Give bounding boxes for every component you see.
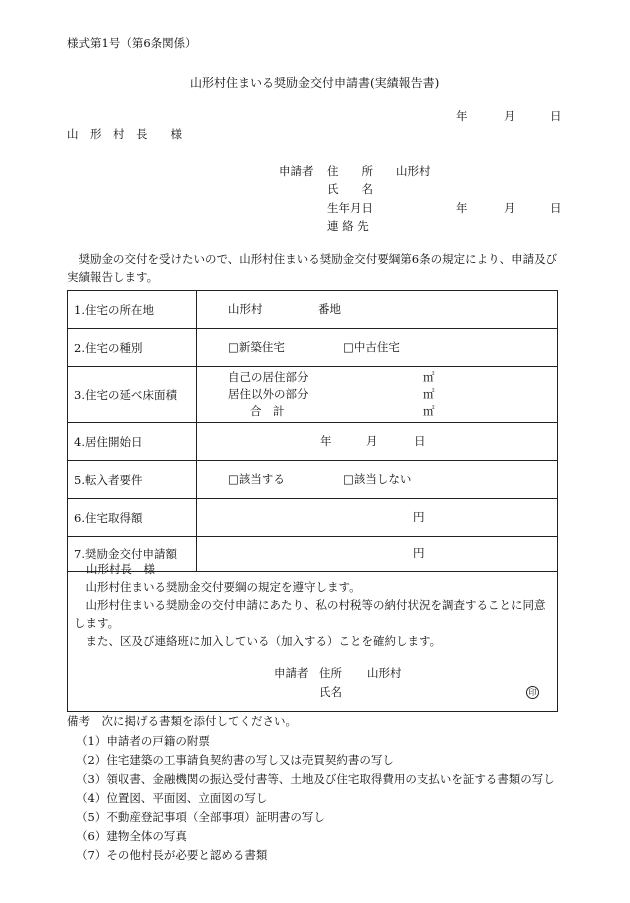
- floor-area-own: 自己の居住部分: [228, 370, 309, 384]
- location-village: 山形村: [228, 302, 263, 316]
- row-label: 1.住宅の所在地: [68, 291, 197, 328]
- table-row: [68, 423, 557, 461]
- list-item: （3）領収書、金融機関の振込受付書等、土地及び住宅取得費用の支払いを証する書類の写し: [76, 772, 555, 786]
- consent-address-label: 住所: [319, 666, 342, 680]
- checkbox-used-house[interactable]: □中古住宅: [343, 340, 400, 354]
- floor-area-other: 居住以外の部分: [228, 387, 309, 401]
- list-item: （4）位置図、平面図、立面図の写し: [76, 791, 268, 805]
- list-item: （2）住宅建築の工事請負契約書の写し又は売買契約書の写し: [76, 753, 394, 767]
- list-item: （6）建物全体の写真: [76, 829, 187, 843]
- consent-box: [67, 548, 558, 712]
- checkbox-new-house[interactable]: □新築住宅: [228, 340, 285, 354]
- form-title: 山形村住まいる奨励金交付申請書(実績報告書): [190, 76, 440, 90]
- application-table: [67, 290, 558, 572]
- table-row: [68, 367, 557, 423]
- seal-icon: 印: [526, 686, 539, 699]
- birth-day: 日: [550, 201, 562, 215]
- contact-label: 連 絡 先: [327, 219, 369, 233]
- form-number: 様式第1号（第6条関係）: [67, 36, 197, 50]
- row-label: 5.転入者要件: [68, 461, 197, 498]
- table-row: [68, 499, 557, 537]
- addressee: 山 形 村 長 様: [67, 127, 182, 141]
- applicant-label: 申請者: [279, 164, 314, 178]
- consent-applicant-label: 申請者: [274, 666, 309, 680]
- date-month: 月: [504, 109, 516, 123]
- acquisition-amount-unit: 円: [413, 510, 425, 524]
- row-label: 4.居住開始日: [68, 423, 197, 460]
- birth-label: 生年月日: [327, 201, 373, 215]
- move-in-day: 日: [414, 434, 426, 448]
- date-day: 日: [550, 109, 562, 123]
- consent-address-value: 山形村: [367, 666, 402, 680]
- move-in-year: 年: [320, 434, 332, 448]
- intro-text: 奨励金の交付を受けたいので、山形村住まいる奨励金交付要綱第6条の規定により、申請及び実績報告します。: [67, 252, 558, 284]
- list-item: （7）その他村長が必要と認める書類: [76, 848, 268, 862]
- address-label: 住 所: [327, 164, 373, 178]
- table-row: [68, 291, 557, 329]
- name-label: 氏 名: [327, 182, 373, 196]
- checkbox-not-eligible[interactable]: □該当しない: [343, 472, 412, 486]
- table-row: [68, 329, 557, 367]
- address-value: 山形村: [396, 164, 431, 178]
- row-label: 2.住宅の種別: [68, 329, 197, 366]
- floor-area-other-unit: ㎡: [423, 387, 435, 401]
- birth-month: 月: [504, 201, 516, 215]
- row-label: 7.奨励金交付申請額: [68, 537, 197, 571]
- requested-amount-unit: 円: [413, 546, 425, 560]
- consent-addressee: 山形村長 様: [86, 562, 155, 576]
- location-banchi: 番地: [318, 302, 341, 316]
- row-label: 3.住宅の延べ床面積: [68, 367, 197, 422]
- floor-area-total: 合 計: [250, 404, 285, 418]
- consent-line-3: また、区及び連絡班に加入している（加入する）ことを確約します。: [85, 634, 442, 648]
- checkbox-eligible[interactable]: □該当する: [228, 472, 285, 486]
- floor-area-own-unit: ㎡: [423, 370, 435, 384]
- date-year: 年: [456, 109, 468, 123]
- consent-name-label: 氏名: [319, 685, 342, 699]
- list-item: （1）申請者の戸籍の附票: [76, 734, 210, 748]
- list-item: （5）不動産登記事項（全部事項）証明書の写し: [76, 810, 325, 824]
- table-row: [68, 461, 557, 499]
- birth-year: 年: [456, 201, 468, 215]
- floor-area-total-unit: ㎡: [423, 404, 435, 418]
- move-in-month: 月: [366, 434, 378, 448]
- consent-line-1: 山形村住まいる奨励金交付要綱の規定を遵守します。: [85, 580, 361, 594]
- row-label: 6.住宅取得額: [68, 499, 197, 536]
- notes-header: 備考 次に掲げる書類を添付してください。: [67, 714, 297, 728]
- consent-line-2: 山形村住まいる奨励金の交付申請にあたり、私の村税等の納付状況を調査することに同意します。: [74, 598, 546, 630]
